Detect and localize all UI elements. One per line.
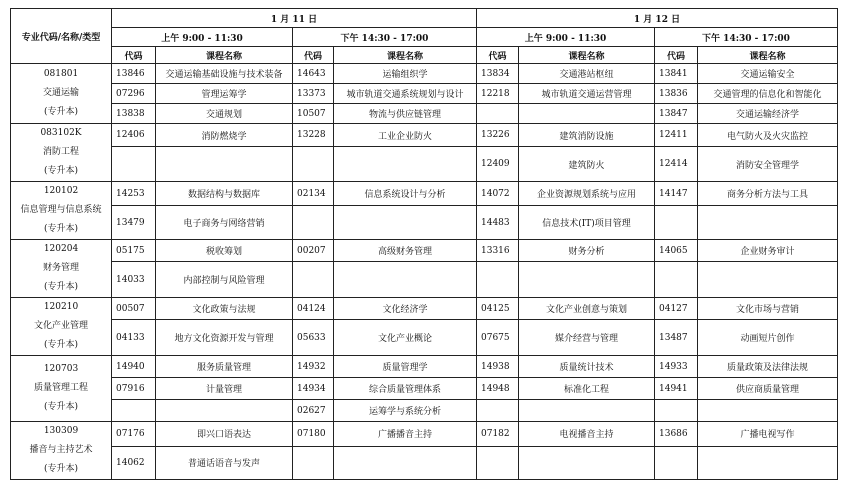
course-code bbox=[477, 262, 519, 298]
major-code: 120204 bbox=[43, 244, 79, 254]
code-header: 代码 bbox=[477, 47, 519, 64]
course-code: 14033 bbox=[112, 262, 156, 298]
course-code bbox=[655, 262, 698, 298]
course-code: 14072 bbox=[477, 182, 519, 206]
course-name: 信息系统设计与分析 bbox=[334, 182, 477, 206]
major-name: 文化产业管理 bbox=[33, 321, 88, 331]
course-header: 课程名称 bbox=[698, 47, 838, 64]
course-code: 07180 bbox=[293, 422, 334, 447]
course-code: 14065 bbox=[655, 240, 698, 262]
table-row bbox=[11, 206, 838, 240]
course-name: 建筑消防设施 bbox=[519, 124, 655, 147]
course-name: 城市轨道交通系统规划与设计 bbox=[334, 84, 477, 104]
course-name bbox=[698, 400, 838, 422]
course-code: 10507 bbox=[293, 104, 334, 124]
course-code bbox=[293, 446, 334, 479]
table-row bbox=[11, 446, 838, 479]
course-name: 服务质量管理 bbox=[156, 356, 293, 378]
course-name: 广播电视写作 bbox=[698, 422, 838, 447]
course-name: 文化市场与营销 bbox=[698, 298, 838, 320]
code-header: 代码 bbox=[112, 47, 156, 64]
course-code: 12411 bbox=[655, 124, 698, 147]
course-name: 交通规划 bbox=[156, 104, 293, 124]
major-cell bbox=[11, 240, 112, 298]
course-name: 计量管理 bbox=[156, 378, 293, 400]
course-code: 07675 bbox=[477, 320, 519, 356]
course-code: 14643 bbox=[293, 64, 334, 84]
course-code: 07296 bbox=[112, 84, 156, 104]
course-name: 运输组织学 bbox=[334, 64, 477, 84]
course-header: 课程名称 bbox=[519, 47, 655, 64]
course-name bbox=[698, 262, 838, 298]
table-row bbox=[11, 147, 838, 182]
course-code: 13373 bbox=[293, 84, 334, 104]
major-code: 083102K bbox=[40, 128, 82, 138]
course-name: 数据结构与数据库 bbox=[156, 182, 293, 206]
course-name: 文化产业概论 bbox=[334, 320, 477, 356]
major-cell bbox=[11, 422, 112, 480]
course-code bbox=[477, 104, 519, 124]
table-row bbox=[11, 124, 838, 147]
course-code: 04125 bbox=[477, 298, 519, 320]
course-code: 13834 bbox=[477, 64, 519, 84]
course-name bbox=[519, 400, 655, 422]
course-code: 14933 bbox=[655, 356, 698, 378]
course-name: 电视播音主持 bbox=[519, 422, 655, 447]
course-code: 13479 bbox=[112, 206, 156, 240]
course-name: 建筑防火 bbox=[519, 147, 655, 182]
course-header: 课程名称 bbox=[334, 47, 477, 64]
course-name: 交通运输经济学 bbox=[698, 104, 838, 124]
major-code: 120210 bbox=[43, 302, 79, 312]
major-type: (专升本) bbox=[43, 282, 79, 292]
course-code: 13226 bbox=[477, 124, 519, 147]
course-name: 税收筹划 bbox=[156, 240, 293, 262]
course-name: 电子商务与网络营销 bbox=[156, 206, 293, 240]
course-code: 07916 bbox=[112, 378, 156, 400]
course-code: 13838 bbox=[112, 104, 156, 124]
schedule-body bbox=[11, 64, 838, 480]
course-name: 企业财务审计 bbox=[698, 240, 838, 262]
course-code: 14932 bbox=[293, 356, 334, 378]
course-name: 交通运输基础设施与技术装备 bbox=[156, 64, 293, 84]
course-code bbox=[655, 400, 698, 422]
course-code bbox=[112, 147, 156, 182]
course-code: 13846 bbox=[112, 64, 156, 84]
major-column-header: 专业代码/名称/类型 bbox=[11, 9, 112, 64]
course-code: 02627 bbox=[293, 400, 334, 422]
course-code: 02134 bbox=[293, 182, 334, 206]
course-code: 07182 bbox=[477, 422, 519, 447]
course-code: 14941 bbox=[655, 378, 698, 400]
course-name: 供应商质量管理 bbox=[698, 378, 838, 400]
course-name: 物流与供应链管理 bbox=[334, 104, 477, 124]
course-name: 电气防火及火灾监控 bbox=[698, 124, 838, 147]
major-name: 播音与主持艺术 bbox=[29, 445, 93, 455]
course-code bbox=[655, 446, 698, 479]
course-code: 14253 bbox=[112, 182, 156, 206]
course-name: 媒介经营与管理 bbox=[519, 320, 655, 356]
major-type: (专升本) bbox=[43, 166, 79, 176]
course-name: 管理运筹学 bbox=[156, 84, 293, 104]
course-code: 14483 bbox=[477, 206, 519, 240]
major-code: 120102 bbox=[43, 186, 79, 196]
course-name: 城市轨道交通运营管理 bbox=[519, 84, 655, 104]
course-code: 05175 bbox=[112, 240, 156, 262]
course-code: 13841 bbox=[655, 64, 698, 84]
table-row bbox=[11, 104, 838, 124]
course-name: 交通管理的信息化和智能化 bbox=[698, 84, 838, 104]
major-cell bbox=[11, 182, 112, 240]
major-name: 质量管理工程 bbox=[33, 383, 88, 393]
course-name: 文化经济学 bbox=[334, 298, 477, 320]
session-jan12-pm: 下午 14:30 - 17:00 bbox=[655, 28, 838, 47]
course-code: 04133 bbox=[112, 320, 156, 356]
course-name bbox=[334, 206, 477, 240]
course-name: 交通港站枢纽 bbox=[519, 64, 655, 84]
date-jan12: 1 月 12 日 bbox=[477, 9, 838, 28]
table-row bbox=[11, 422, 838, 447]
course-header: 课程名称 bbox=[156, 47, 293, 64]
course-name: 质量政策及法律法规 bbox=[698, 356, 838, 378]
major-type: (专升本) bbox=[43, 224, 79, 234]
major-cell bbox=[11, 298, 112, 356]
course-code: 12409 bbox=[477, 147, 519, 182]
code-header: 代码 bbox=[293, 47, 334, 64]
schedule-table bbox=[10, 8, 838, 480]
course-name: 运筹学与系统分析 bbox=[334, 400, 477, 422]
major-cell bbox=[11, 356, 112, 422]
course-code: 14940 bbox=[112, 356, 156, 378]
table-row bbox=[11, 298, 838, 320]
course-code bbox=[293, 206, 334, 240]
course-code: 12218 bbox=[477, 84, 519, 104]
course-code: 14934 bbox=[293, 378, 334, 400]
table-row bbox=[11, 356, 838, 378]
course-name bbox=[334, 446, 477, 479]
table-row bbox=[11, 182, 838, 206]
table-row bbox=[11, 262, 838, 298]
course-name bbox=[519, 104, 655, 124]
course-code: 04124 bbox=[293, 298, 334, 320]
major-type: (专升本) bbox=[43, 464, 79, 474]
major-name: 财务管理 bbox=[42, 263, 79, 273]
course-code: 13836 bbox=[655, 84, 698, 104]
code-header: 代码 bbox=[655, 47, 698, 64]
course-code: 13228 bbox=[293, 124, 334, 147]
course-code: 00507 bbox=[112, 298, 156, 320]
course-code: 13686 bbox=[655, 422, 698, 447]
session-jan12-am: 上午 9:00 - 11:30 bbox=[477, 28, 655, 47]
major-code: 130309 bbox=[43, 426, 79, 436]
course-name: 动画短片创作 bbox=[698, 320, 838, 356]
session-jan11-pm: 下午 14:30 - 17:00 bbox=[293, 28, 477, 47]
course-code: 04127 bbox=[655, 298, 698, 320]
course-code: 14147 bbox=[655, 182, 698, 206]
major-code: 120703 bbox=[43, 364, 79, 374]
course-code: 00207 bbox=[293, 240, 334, 262]
course-name: 消防安全管理学 bbox=[698, 147, 838, 182]
course-code bbox=[112, 400, 156, 422]
major-cell bbox=[11, 64, 112, 124]
course-name bbox=[334, 147, 477, 182]
course-name bbox=[519, 446, 655, 479]
course-code: 12414 bbox=[655, 147, 698, 182]
table-row bbox=[11, 64, 838, 84]
course-name: 普通话语音与发声 bbox=[156, 446, 293, 479]
course-name: 文化政策与法规 bbox=[156, 298, 293, 320]
session-jan11-am: 上午 9:00 - 11:30 bbox=[112, 28, 293, 47]
major-type: (专升本) bbox=[43, 340, 79, 350]
course-name bbox=[698, 206, 838, 240]
course-name bbox=[156, 400, 293, 422]
course-code: 14062 bbox=[112, 446, 156, 479]
course-name: 文化产业创意与策划 bbox=[519, 298, 655, 320]
course-code: 14948 bbox=[477, 378, 519, 400]
table-row bbox=[11, 84, 838, 104]
major-name: 消防工程 bbox=[42, 147, 79, 157]
course-name: 质量管理学 bbox=[334, 356, 477, 378]
table-row bbox=[11, 240, 838, 262]
course-code bbox=[477, 446, 519, 479]
course-code bbox=[293, 262, 334, 298]
major-type: (专升本) bbox=[43, 107, 79, 117]
course-code: 13487 bbox=[655, 320, 698, 356]
course-name: 地方文化资源开发与管理 bbox=[156, 320, 293, 356]
course-name: 质量统计技术 bbox=[519, 356, 655, 378]
course-code: 12406 bbox=[112, 124, 156, 147]
course-name: 工业企业防火 bbox=[334, 124, 477, 147]
course-code: 14938 bbox=[477, 356, 519, 378]
exam-schedule bbox=[10, 8, 837, 480]
course-name: 标准化工程 bbox=[519, 378, 655, 400]
course-name: 消防燃烧学 bbox=[156, 124, 293, 147]
major-type: (专升本) bbox=[43, 402, 79, 412]
course-code: 07176 bbox=[112, 422, 156, 447]
table-row bbox=[11, 320, 838, 356]
course-name: 企业资源规划系统与应用 bbox=[519, 182, 655, 206]
course-name: 商务分析方法与工具 bbox=[698, 182, 838, 206]
course-name: 广播播音主持 bbox=[334, 422, 477, 447]
major-code: 081801 bbox=[43, 69, 79, 79]
course-name: 高级财务管理 bbox=[334, 240, 477, 262]
table-row bbox=[11, 400, 838, 422]
course-name: 交通运输安全 bbox=[698, 64, 838, 84]
course-code bbox=[293, 147, 334, 182]
course-name: 即兴口语表达 bbox=[156, 422, 293, 447]
date-jan11: 1 月 11 日 bbox=[112, 9, 477, 28]
course-name bbox=[156, 147, 293, 182]
course-code bbox=[477, 400, 519, 422]
course-code: 13847 bbox=[655, 104, 698, 124]
course-name bbox=[334, 262, 477, 298]
course-name bbox=[698, 446, 838, 479]
course-code bbox=[655, 206, 698, 240]
course-name bbox=[519, 262, 655, 298]
course-name: 财务分析 bbox=[519, 240, 655, 262]
major-cell bbox=[11, 124, 112, 182]
course-name: 信息技术(IT)项目管理 bbox=[519, 206, 655, 240]
table-row bbox=[11, 378, 838, 400]
course-name: 综合质量管理体系 bbox=[334, 378, 477, 400]
major-name: 信息管理与信息系统 bbox=[20, 205, 102, 215]
major-name: 交通运输 bbox=[42, 88, 79, 98]
course-code: 13316 bbox=[477, 240, 519, 262]
course-code: 05633 bbox=[293, 320, 334, 356]
course-name: 内部控制与风险管理 bbox=[156, 262, 293, 298]
